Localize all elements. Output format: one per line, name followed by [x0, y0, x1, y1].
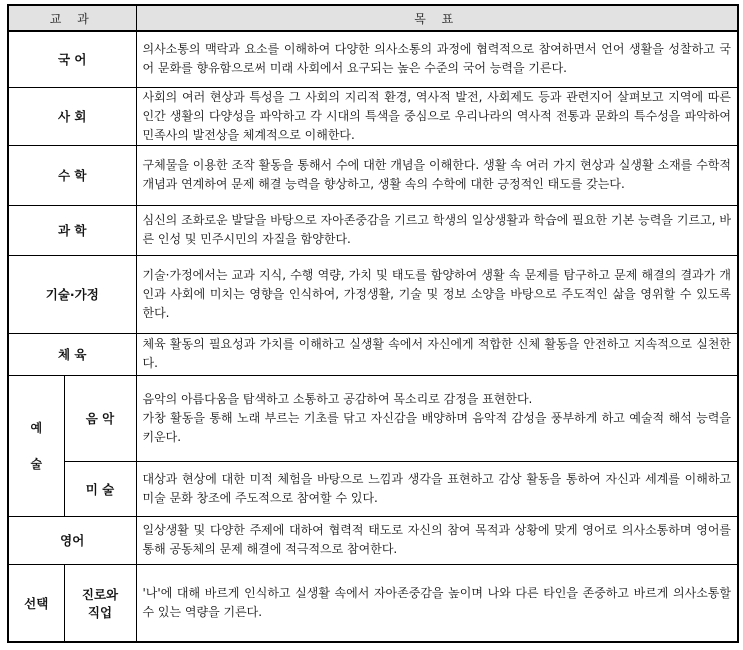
goal-career: '나'에 대해 바르게 인식하고 실생활 속에서 자아존중감을 높이며 나와 다른 타인을 존중하고 바르게 의사소통할 수 있는 역량을 기른다. — [136, 564, 738, 642]
goal-pe: 체육 활동의 필요성과 가치를 이해하고 실생활 속에서 자신에게 적합한 신체 활동을 안전하고 지속적으로 실천한다. — [136, 333, 738, 375]
goal-science: 심신의 조화로운 발달을 바탕으로 자아존중감을 기르고 학생의 일상생활과 학습에 필요한 기본 능력을 기르고, 바른 인성 및 민주시민의 자질을 함양한다. — [136, 205, 738, 255]
table-row — [8, 87, 738, 145]
table-row — [8, 516, 738, 564]
table-row — [8, 255, 738, 333]
subject-social: 사 회 — [8, 87, 136, 145]
arts-char-2: 술 — [30, 456, 43, 471]
career-line-1: 진로와 — [81, 586, 119, 602]
goal-music-line-2: 가창 활동을 통해 노래 부르는 기초를 닦고 자신감을 배양하며 음악적 감성을 풍부하게 하고 예술적 해석 능력을 키운다. — [142, 410, 731, 444]
goal-social: 사회의 여러 현상과 특성을 그 사회의 지리적 환경, 역사적 발전, 사회제도 등과 관련지어 살펴보고 지역에 따른 인간 생활의 다양성을 파악하고 각 시대의 특색을 중심으로 우리나라의 역사적 전통과 문화의 특수성을 파악하여 민족사의 발전상을 체계적으로 이해한다. — [136, 87, 738, 145]
subject-math: 수 학 — [8, 145, 136, 205]
subject-korean: 국 어 — [8, 31, 136, 87]
table-row — [8, 333, 738, 375]
table-row — [8, 375, 738, 461]
goal-tech-home: 기술·가정에서는 교과 지식, 수행 역량, 가치 및 태도를 함양하여 생활 속 문제를 탐구하고 문제 해결의 결과가 개인과 사회에 미치는 영향을 인식하여, 가정생활, 기술 및 정보 소양을 바탕으로 주도적인 삶을 영위할 수 있도록 한다. — [136, 255, 738, 333]
subject-art: 미 술 — [64, 461, 136, 516]
subject-group-arts — [8, 375, 64, 516]
subject-group-elective: 선택 — [8, 564, 64, 642]
goal-music — [136, 375, 738, 461]
curriculum-goals-table — [7, 4, 739, 643]
subject-science: 과 학 — [8, 205, 136, 255]
goal-english: 일상생활 및 다양한 주제에 대하여 협력적 태도로 자신의 참여 목적과 상황에 맞게 영어로 의사소통하며 영어를 통해 공동체의 문제 해결에 적극적으로 참여한다. — [136, 516, 738, 564]
subject-english: 영어 — [8, 516, 136, 564]
subject-career — [64, 564, 136, 642]
goal-music-line-1: 음악의 아름다움을 탐색하고 소통하고 공감하여 목소리로 감정을 표현한다. — [142, 391, 533, 406]
table-header-row — [8, 5, 738, 31]
table-row — [8, 145, 738, 205]
header-goal: 목 표 — [136, 5, 738, 31]
header-subject: 교 과 — [8, 5, 136, 31]
goal-math: 구체물을 이용한 조작 활동을 통해서 수에 대한 개념을 이해한다. 생활 속 여러 가지 현상과 실생활 소재를 수학적 개념과 연계하여 문제 해결 능력을 향상하고, 생활 속의 수학에 대한 긍정적인 태도를 갖는다. — [136, 145, 738, 205]
table-row — [8, 461, 738, 516]
subject-pe: 체 육 — [8, 333, 136, 375]
goal-art: 대상과 현상에 대한 미적 체험을 바탕으로 느낌과 생각을 표현하고 감상 활동을 통하여 자신과 세계를 이해하고 미술 문화 창조에 주도적으로 참여할 수 있다. — [136, 461, 738, 516]
arts-char-1: 예 — [30, 420, 43, 435]
goal-korean: 의사소통의 맥락과 요소를 이해하여 다양한 의사소통의 과정에 협력적으로 참여하면서 언어 생활을 성찰하고 국어 문화를 향유함으로써 미래 사회에서 요구되는 높은 수준의 국어 능력을 기른다. — [136, 31, 738, 87]
career-line-2: 직업 — [87, 604, 113, 620]
subject-music: 음 악 — [64, 375, 136, 461]
table-row — [8, 31, 738, 87]
table-row — [8, 205, 738, 255]
table-row — [8, 564, 738, 642]
subject-tech-home: 기술·가정 — [8, 255, 136, 333]
